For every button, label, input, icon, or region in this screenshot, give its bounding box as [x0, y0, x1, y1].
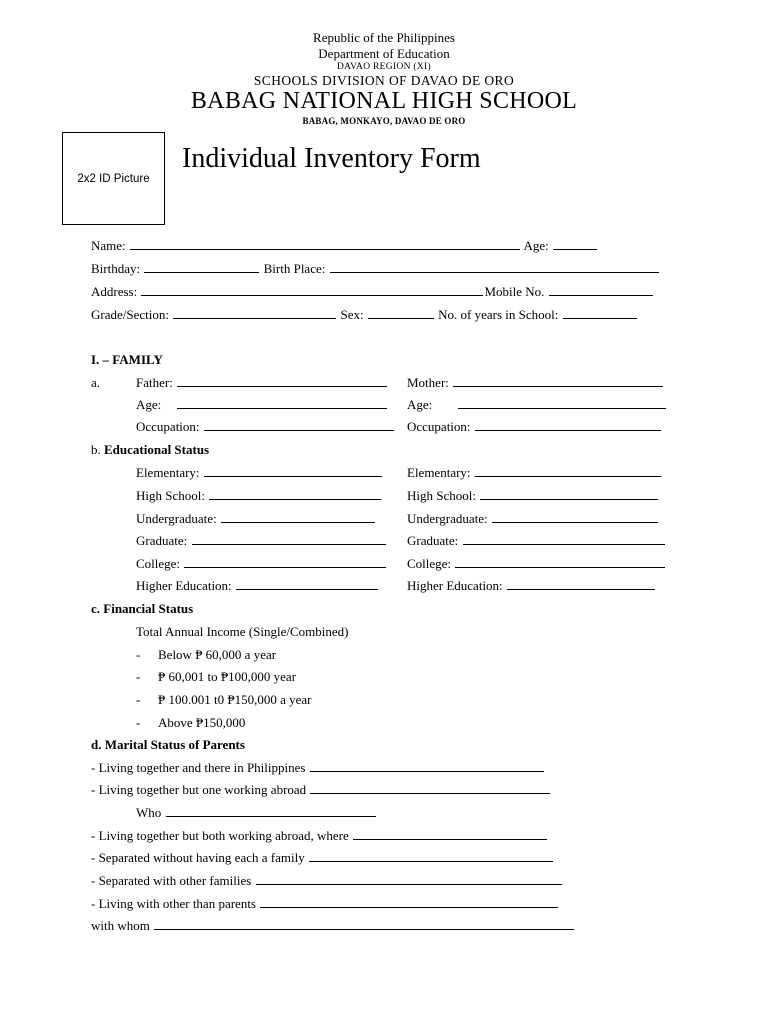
mobile-field[interactable]: [549, 284, 653, 296]
mother-highschool-field[interactable]: [480, 488, 658, 500]
marital-option-2-field[interactable]: [310, 782, 550, 794]
marital-option-3-label: - Living together but both working abroad, where: [91, 828, 349, 843]
father-undergrad-field[interactable]: [221, 511, 375, 523]
address-field[interactable]: [141, 284, 483, 296]
id-picture-box: [62, 132, 165, 225]
father-higher-field[interactable]: [236, 578, 378, 590]
bullet-dash: -: [136, 647, 141, 662]
marital-heading: d. Marital Status of Parents: [91, 737, 245, 752]
family-a-prefix: a.: [91, 375, 101, 390]
income-option-1-label: Below ₱ 60,000 a year: [158, 647, 277, 662]
income-option-4-label: Above ₱150,000: [158, 715, 246, 730]
income-option-2[interactable]: [136, 669, 296, 685]
header-republic: Republic of the Philippines: [313, 30, 455, 45]
marital-option-4-field[interactable]: [309, 850, 553, 862]
education-heading: Educational Status: [104, 442, 210, 457]
mother-graduate-row: [407, 533, 666, 549]
father-undergrad-row: [136, 511, 376, 527]
marital-row-1: [91, 760, 545, 776]
marital-row-2: [91, 782, 551, 798]
marital-option-1-field[interactable]: [310, 760, 544, 772]
mother-field[interactable]: [453, 375, 663, 387]
father-age-row: [136, 397, 388, 413]
mother-age-field[interactable]: [458, 397, 666, 409]
years-field[interactable]: [563, 307, 637, 319]
father-field[interactable]: [177, 375, 387, 387]
father-age-field[interactable]: [177, 397, 387, 409]
marital-row-4: [91, 850, 554, 866]
father-occupation-field[interactable]: [204, 419, 394, 431]
marital-option-4-label: - Separated without having each a family: [91, 850, 305, 865]
row-grade: [91, 307, 638, 323]
marital-row-6: [91, 896, 559, 912]
mother-graduate-field[interactable]: [463, 533, 665, 545]
father-college-label: College:: [136, 556, 181, 571]
marital-option-2-label: - Living together but one working abroad: [91, 782, 307, 797]
education-prefix: b.: [91, 442, 101, 457]
name-label: Name:: [91, 238, 126, 253]
mother-highschool-label: High School:: [407, 488, 476, 503]
row-birthday: [91, 261, 660, 277]
mother-undergrad-field[interactable]: [492, 511, 658, 523]
income-option-4[interactable]: [136, 715, 246, 731]
father-elementary-row: [136, 465, 383, 481]
father-elementary-label: Elementary:: [136, 465, 200, 480]
marital-option-3-field[interactable]: [353, 828, 547, 840]
birthday-label: Birthday:: [91, 261, 141, 276]
age-label: Age:: [523, 238, 549, 253]
grade-label: Grade/Section:: [91, 307, 169, 322]
marital-option-1-label: - Living together and there in Philippines: [91, 760, 306, 775]
marital-row-5: [91, 873, 563, 889]
grade-field[interactable]: [173, 307, 336, 319]
header-division: SCHOOLS DIVISION OF DAVAO DE ORO: [253, 73, 515, 88]
age-field[interactable]: [553, 238, 597, 250]
id-picture-label: 2x2 ID Picture: [77, 172, 150, 185]
marital-option-6-label: - Living with other than parents: [91, 896, 256, 911]
mother-row: [407, 375, 664, 391]
father-graduate-field[interactable]: [192, 533, 386, 545]
father-college-row: [136, 556, 387, 572]
with-whom-label: with whom: [91, 918, 150, 933]
father-undergrad-label: Undergraduate:: [136, 511, 217, 526]
mother-label: Mother:: [407, 375, 449, 390]
who-field[interactable]: [166, 805, 376, 817]
bullet-dash: -: [136, 692, 141, 707]
mobile-label: Mobile No.: [484, 284, 545, 299]
father-age-label: Age:: [136, 397, 162, 412]
row-address: [91, 284, 654, 300]
financial-total-income: Total Annual Income (Single/Combined): [136, 624, 349, 639]
years-label: No. of years in School:: [438, 307, 559, 322]
family-heading: I. – FAMILY: [91, 352, 163, 367]
father-occupation-label: Occupation:: [136, 419, 200, 434]
father-occupation-row: [136, 419, 395, 435]
income-option-1[interactable]: [136, 647, 277, 663]
school-address: BABAG, MONKAYO, DAVAO DE ORO: [302, 116, 466, 126]
mother-occupation-label: Occupation:: [407, 419, 471, 434]
bullet-dash: -: [136, 669, 141, 684]
address-label: Address:: [91, 284, 138, 299]
income-option-2-label: ₱ 60,001 to ₱100,000 year: [158, 669, 296, 684]
mother-higher-label: Higher Education:: [407, 578, 503, 593]
sex-label: Sex:: [340, 307, 364, 322]
father-label: Father:: [136, 375, 173, 390]
birthday-field[interactable]: [144, 261, 259, 273]
father-highschool-field[interactable]: [209, 488, 381, 500]
name-field[interactable]: [130, 238, 520, 250]
mother-higher-row: [407, 578, 656, 594]
bullet-dash: -: [136, 715, 141, 730]
sex-field[interactable]: [368, 307, 434, 319]
birthplace-label: Birth Place:: [263, 261, 326, 276]
education-heading-row: [91, 442, 209, 458]
marital-with-whom-row: [91, 918, 575, 934]
father-higher-row: [136, 578, 379, 594]
school-name: BABAG NATIONAL HIGH SCHOOL: [190, 88, 578, 114]
mother-elementary-label: Elementary:: [407, 465, 471, 480]
who-label: Who: [136, 805, 162, 820]
father-graduate-row: [136, 533, 387, 549]
father-highschool-label: High School:: [136, 488, 205, 503]
mother-college-label: College:: [407, 556, 452, 571]
row-name: [91, 238, 598, 254]
mother-graduate-label: Graduate:: [407, 533, 459, 548]
marital-option-6-field[interactable]: [260, 896, 558, 908]
income-option-3-label: ₱ 100.001 t0 ₱150,000 a year: [158, 692, 312, 707]
income-option-3[interactable]: [136, 692, 312, 708]
mother-undergrad-label: Undergraduate:: [407, 511, 488, 526]
father-higher-label: Higher Education:: [136, 578, 232, 593]
marital-who-row: [136, 805, 377, 821]
mother-elementary-field[interactable]: [475, 465, 661, 477]
mother-occupation-field[interactable]: [475, 419, 661, 431]
mother-undergrad-row: [407, 511, 659, 527]
father-college-field[interactable]: [184, 556, 386, 568]
father-row: [136, 375, 388, 391]
mother-highschool-row: [407, 488, 659, 504]
mother-elementary-row: [407, 465, 662, 481]
mother-occupation-row: [407, 419, 662, 435]
form-title: Individual Inventory Form: [182, 143, 481, 174]
header-region: DAVAO REGION (XI): [337, 62, 431, 72]
marital-row-3: [91, 828, 548, 844]
mother-age-row: [407, 397, 667, 413]
mother-college-field[interactable]: [455, 556, 665, 568]
mother-age-label: Age:: [407, 397, 433, 412]
header-department: Department of Education: [318, 46, 450, 61]
marital-option-5-label: - Separated with other families: [91, 873, 252, 888]
with-whom-field[interactable]: [154, 918, 574, 930]
father-graduate-label: Graduate:: [136, 533, 188, 548]
father-highschool-row: [136, 488, 382, 504]
marital-option-5-field[interactable]: [256, 873, 562, 885]
mother-college-row: [407, 556, 666, 572]
financial-heading: c. Financial Status: [91, 601, 194, 616]
father-elementary-field[interactable]: [204, 465, 382, 477]
mother-higher-field[interactable]: [507, 578, 655, 590]
birthplace-field[interactable]: [330, 261, 659, 273]
